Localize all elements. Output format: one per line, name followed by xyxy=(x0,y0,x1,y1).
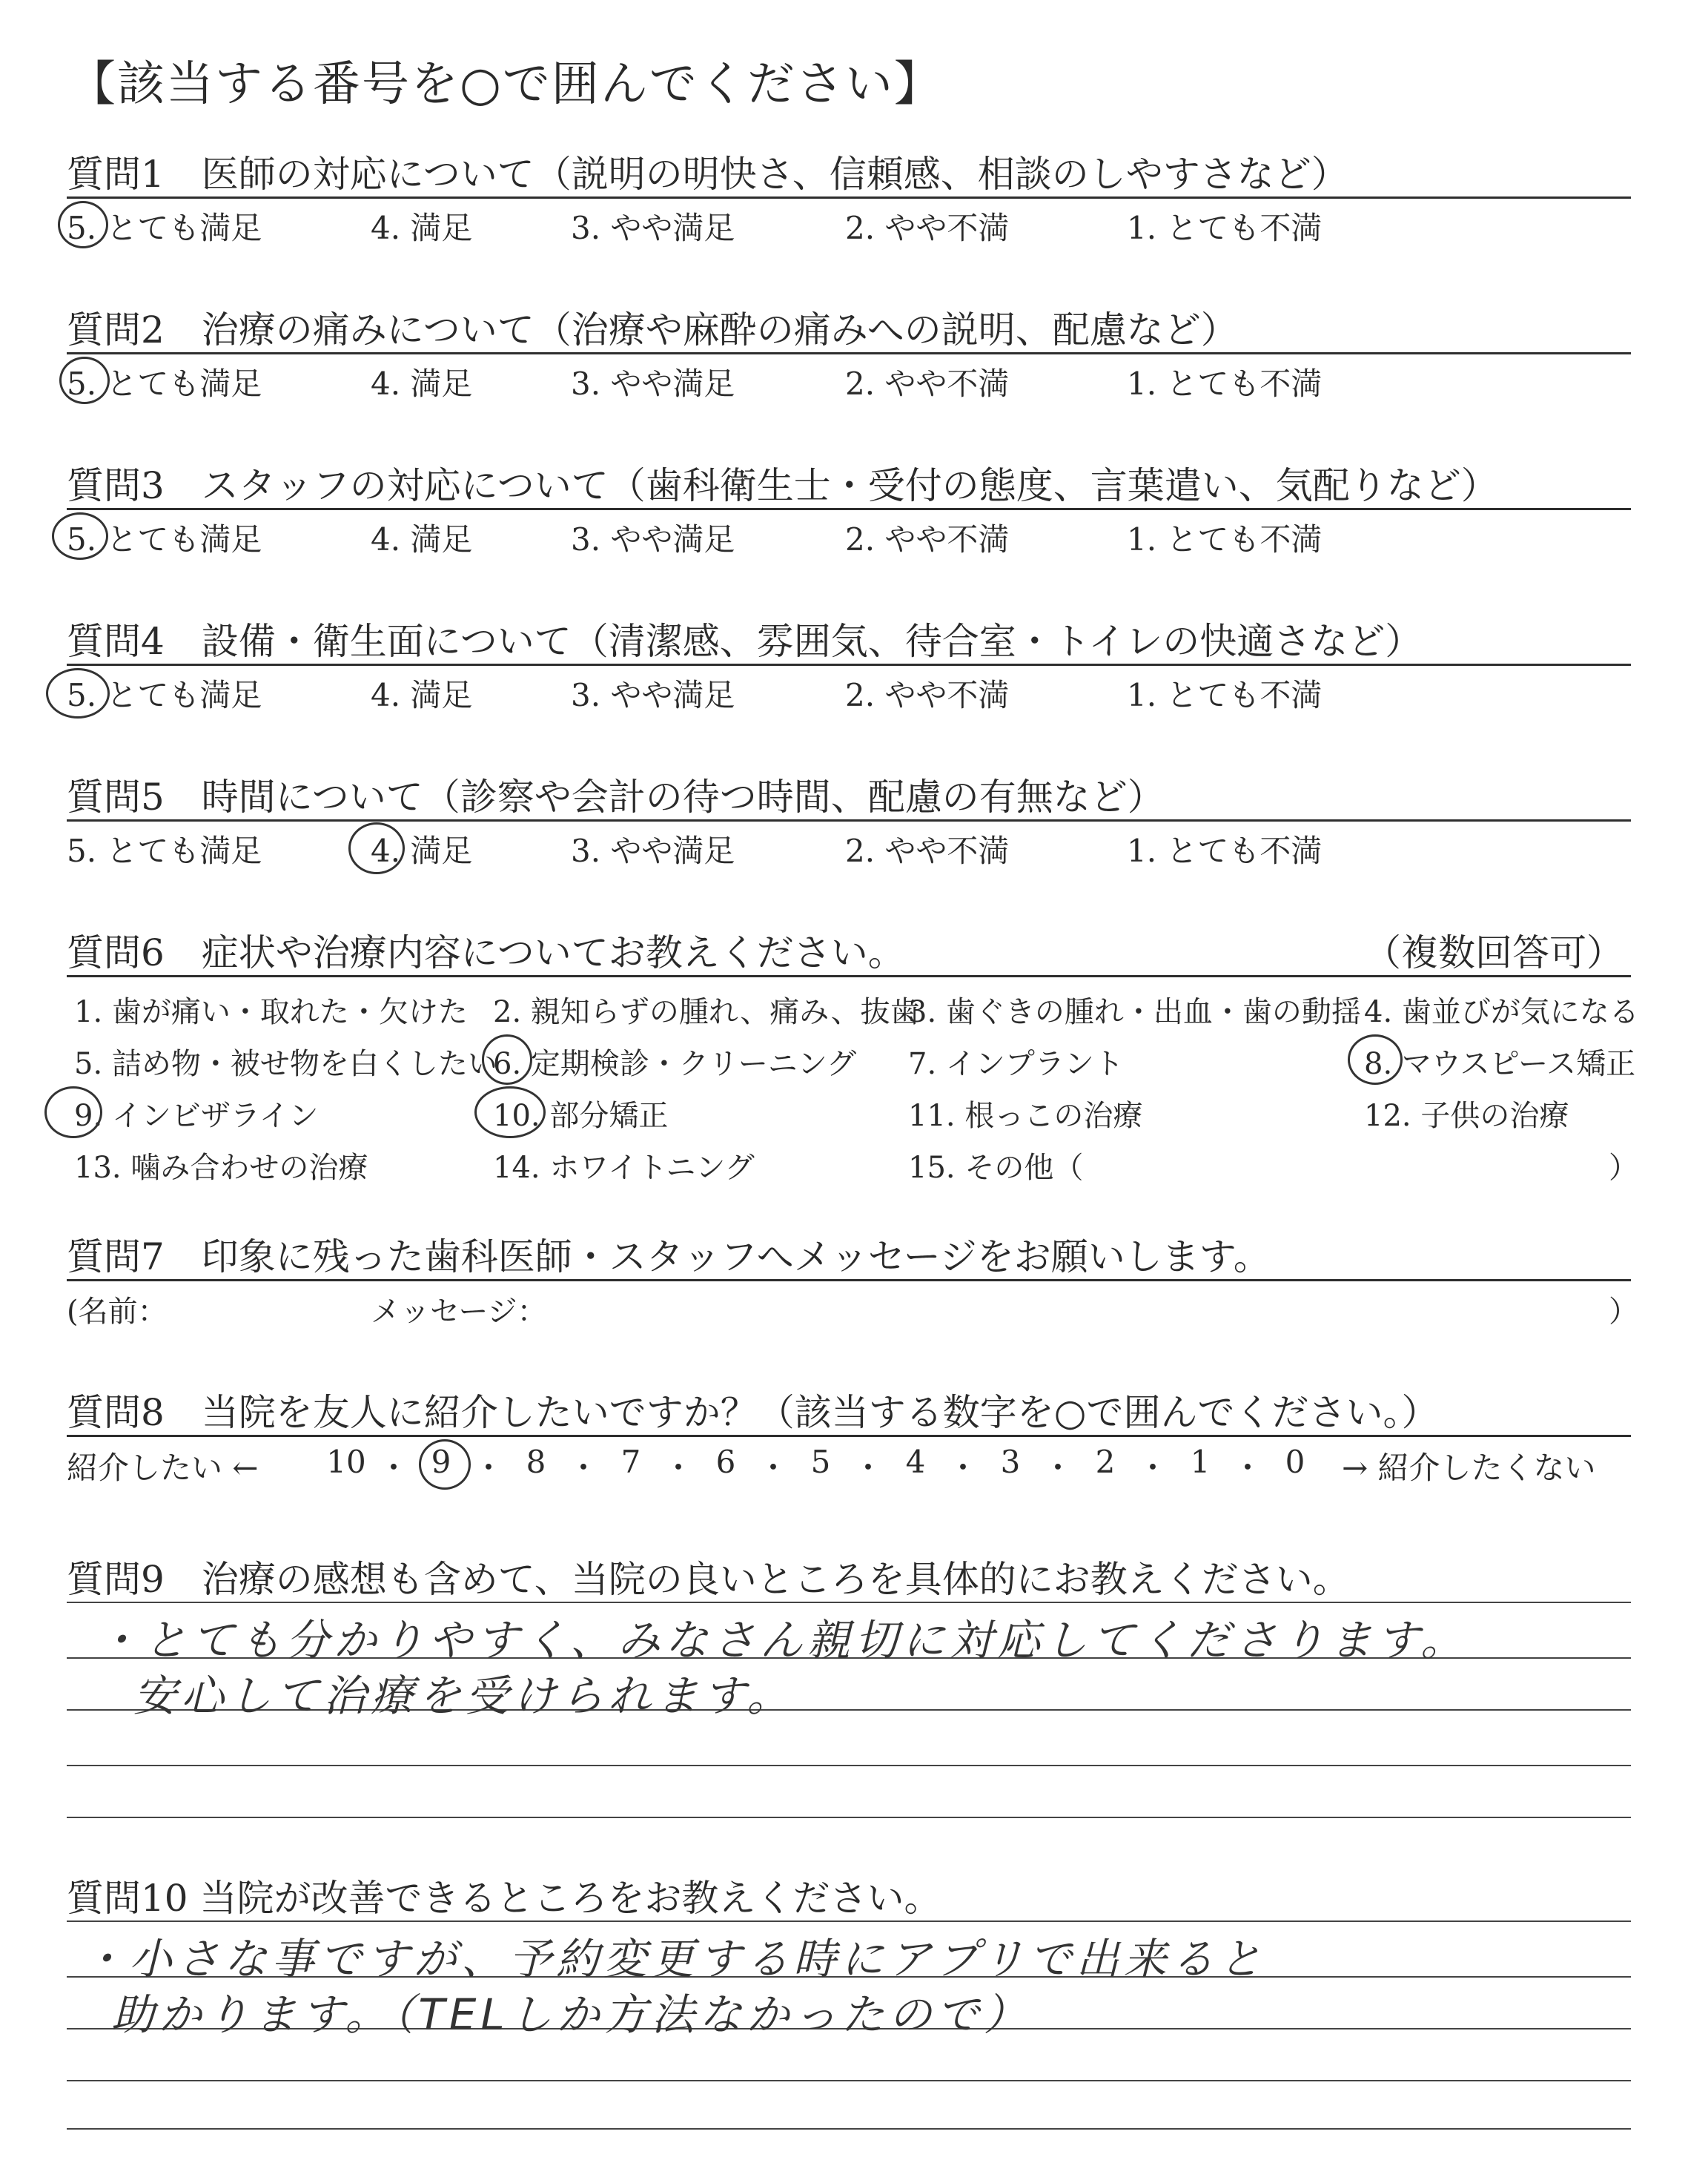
answer-circle-mark xyxy=(59,357,110,404)
q2-option-1[interactable]: 1. とても不満 xyxy=(1127,366,1323,402)
q5-option-3[interactable]: 3. やや満足 xyxy=(571,833,735,869)
q1-option-4[interactable]: 4. 満足 xyxy=(371,210,473,246)
question-9-heading: 質問9 治療の感想も含めて、当院の良いところを具体的にお教えください。 xyxy=(67,1558,1350,1601)
q6-item-3[interactable]: 3. 歯ぐきの腫れ・出血・歯の動揺 xyxy=(908,995,1361,1029)
answer-circle-mark xyxy=(419,1439,471,1490)
question-8 xyxy=(67,1383,1631,1494)
q4-option-3[interactable]: 3. やや満足 xyxy=(571,677,735,713)
q8-scale-9[interactable]: 9 xyxy=(431,1444,451,1480)
q2-option-2[interactable]: 2. やや不満 xyxy=(845,366,1010,402)
q3-option-5[interactable]: 5. とても満足 xyxy=(67,521,262,558)
answer-line xyxy=(67,1817,1631,1818)
answer-circle-mark xyxy=(348,822,405,874)
q1-option-2[interactable]: 2. やや不満 xyxy=(845,210,1010,246)
q6-item-15[interactable]: 15. その他（ xyxy=(908,1151,1084,1185)
answer-line xyxy=(67,1765,1631,1766)
answer-circle-mark xyxy=(482,1034,532,1085)
q10-answer-line-2: 助かります。（TELしか方法なかったので） xyxy=(111,1989,1031,2040)
question-1-heading: 質問1 医師の対応について（説明の明快さ、信頼感、相談のしやすさなど） xyxy=(67,153,1348,196)
q8-scale-8[interactable]: 8 xyxy=(526,1444,546,1480)
q1-option-1[interactable]: 1. とても不満 xyxy=(1127,210,1323,246)
q6-item-1[interactable]: 1. 歯が痛い・取れた・欠けた xyxy=(74,995,468,1029)
q7-close-paren: ） xyxy=(1609,1295,1638,1329)
q5-option-4[interactable]: 4. 満足 xyxy=(371,833,473,869)
q2-option-4[interactable]: 4. 満足 xyxy=(371,366,473,402)
q3-option-3[interactable]: 3. やや満足 xyxy=(571,521,735,558)
q8-right-label: → 紹介したくない xyxy=(1342,1450,1596,1486)
question-8-heading: 質問8 当院を友人に紹介したいですか？（該当する数字を○で囲んでください。） xyxy=(67,1391,1439,1434)
q6-item-7[interactable]: 7. インプラント xyxy=(908,1047,1124,1081)
question-7-heading: 質問7 印象に残った歯科医師・スタッフへメッセージをお願いします。 xyxy=(67,1235,1271,1278)
q1-option-5[interactable]: 5. とても満足 xyxy=(67,210,262,246)
q6-item-2[interactable]: 2. 親知らずの腫れ、痛み、抜歯 xyxy=(493,995,920,1029)
q6-item-11[interactable]: 11. 根っこの治療 xyxy=(908,1099,1143,1133)
answer-circle-mark xyxy=(52,512,108,560)
q7-name-label: (名前： xyxy=(67,1295,168,1329)
answer-circle-mark xyxy=(44,1086,102,1138)
question-4-heading: 質問4 設備・衛生面について（清潔感、雰囲気、待合室・トイレの快適さなど） xyxy=(67,620,1423,663)
q8-separator: ・ xyxy=(852,1450,884,1486)
question-2-heading: 質問2 治療の痛みについて（治療や麻酔の痛みへの説明、配慮など） xyxy=(67,308,1238,351)
question-3-heading: 質問3 スタッフの対応について（歯科衛生士・受付の態度、言葉遣い、気配りなど） xyxy=(67,464,1498,507)
q8-scale-4[interactable]: 4 xyxy=(905,1444,926,1480)
q6-item-4[interactable]: 4. 歯並びが気になる xyxy=(1364,995,1639,1029)
q8-separator: ・ xyxy=(947,1450,979,1486)
divider xyxy=(67,975,1631,977)
q10-answer-line-1: ・小さな事ですが、予約変更する時にアプリで出来ると xyxy=(82,1934,1266,1984)
answer-line xyxy=(67,2080,1631,2081)
answer-circle-mark xyxy=(474,1086,546,1138)
question-6 xyxy=(67,923,1639,1190)
question-2 xyxy=(67,300,1631,412)
instruction-title: 【該当する番号を○で囲んでください】 xyxy=(68,57,943,112)
answer-circle-mark xyxy=(1348,1034,1403,1085)
question-6-heading: 質問6 症状や治療内容についてお教えください。 xyxy=(67,931,905,974)
q6-item-9[interactable]: 9. インビザライン xyxy=(74,1099,319,1133)
question-9 xyxy=(67,1550,1631,1832)
answer-circle-mark xyxy=(46,668,110,719)
q4-option-2[interactable]: 2. やや不満 xyxy=(845,677,1010,713)
q8-separator: ・ xyxy=(567,1450,599,1486)
q5-option-2[interactable]: 2. やや不満 xyxy=(845,833,1010,869)
q8-scale-10[interactable]: 10 xyxy=(326,1444,366,1480)
question-7 xyxy=(67,1227,1638,1338)
divider xyxy=(67,352,1631,354)
q2-option-3[interactable]: 3. やや満足 xyxy=(571,366,735,402)
q8-scale-0[interactable]: 0 xyxy=(1285,1444,1305,1480)
divider xyxy=(67,196,1631,199)
q8-scale-1[interactable]: 1 xyxy=(1190,1444,1211,1480)
question-5-heading: 質問5 時間について（診察や会計の待つ時間、配慮の有無など） xyxy=(67,776,1165,819)
question-1 xyxy=(67,145,1631,256)
q2-option-5[interactable]: 5. とても満足 xyxy=(67,366,262,402)
q6-item-10[interactable]: 10. 部分矯正 xyxy=(493,1099,669,1133)
q8-separator: ・ xyxy=(377,1450,409,1486)
q6-item-12[interactable]: 12. 子供の治療 xyxy=(1364,1099,1569,1133)
divider xyxy=(67,1279,1631,1281)
q3-option-1[interactable]: 1. とても不満 xyxy=(1127,521,1323,558)
q8-scale-5[interactable]: 5 xyxy=(810,1444,831,1480)
q9-answer-line-1: ・とても分かりやすく、みなさん親切に対応してくださります。 xyxy=(96,1615,1469,1665)
q6-other-close-paren: ） xyxy=(1609,1151,1638,1185)
q8-scale-6[interactable]: 6 xyxy=(715,1444,736,1480)
q6-item-13[interactable]: 13. 噛み合わせの治療 xyxy=(74,1151,368,1185)
divider xyxy=(67,819,1631,822)
q4-option-1[interactable]: 1. とても不満 xyxy=(1127,677,1323,713)
divider xyxy=(67,1435,1631,1437)
question-5 xyxy=(67,767,1631,879)
divider xyxy=(67,508,1631,510)
answer-line xyxy=(67,2128,1631,2130)
q4-option-4[interactable]: 4. 満足 xyxy=(371,677,473,713)
q8-left-label: 紹介したい ← xyxy=(67,1450,259,1486)
q8-scale-2[interactable]: 2 xyxy=(1095,1444,1116,1480)
question-3 xyxy=(67,456,1631,567)
answer-circle-mark xyxy=(58,201,108,248)
q8-separator: ・ xyxy=(1042,1450,1073,1486)
q3-option-2[interactable]: 2. やや不満 xyxy=(845,521,1010,558)
q9-answer-line-2: 安心して治療を受けられます。 xyxy=(133,1671,795,1721)
q6-item-14[interactable]: 14. ホワイトニング xyxy=(493,1151,755,1185)
q5-option-1[interactable]: 1. とても不満 xyxy=(1127,833,1323,869)
q7-message-label: メッセージ： xyxy=(371,1295,547,1329)
q8-separator: ・ xyxy=(1231,1450,1263,1486)
question-4 xyxy=(67,612,1631,723)
q4-option-5[interactable]: 5. とても満足 xyxy=(67,677,262,713)
q8-scale-7[interactable]: 7 xyxy=(620,1444,641,1480)
q8-scale-3[interactable]: 3 xyxy=(1000,1444,1021,1480)
q5-option-5[interactable]: 5. とても満足 xyxy=(67,833,262,869)
q1-option-3[interactable]: 3. やや満足 xyxy=(571,210,735,246)
q6-item-5[interactable]: 5. 詰め物・被せ物を白くしたい xyxy=(74,1047,497,1081)
question-10 xyxy=(67,1869,1631,2150)
q8-separator: ・ xyxy=(662,1450,694,1486)
q3-option-4[interactable]: 4. 満足 xyxy=(371,521,473,558)
q8-scale xyxy=(322,1444,1319,1488)
q6-item-8[interactable]: 8. マウスピース矯正 xyxy=(1364,1047,1636,1081)
divider xyxy=(67,664,1631,666)
question-10-heading: 質問10 当院が改善できるところをお教えください。 xyxy=(67,1877,941,1920)
q6-item-6[interactable]: 6. 定期検診・クリーニング xyxy=(493,1047,857,1081)
q8-separator: ・ xyxy=(472,1450,504,1486)
q8-separator: ・ xyxy=(1136,1450,1168,1486)
q6-multiple-answer-note: （複数回答可） xyxy=(1364,931,1623,974)
answer-line xyxy=(67,1602,1631,1603)
q8-separator: ・ xyxy=(757,1450,789,1486)
answer-line xyxy=(67,1920,1631,1922)
